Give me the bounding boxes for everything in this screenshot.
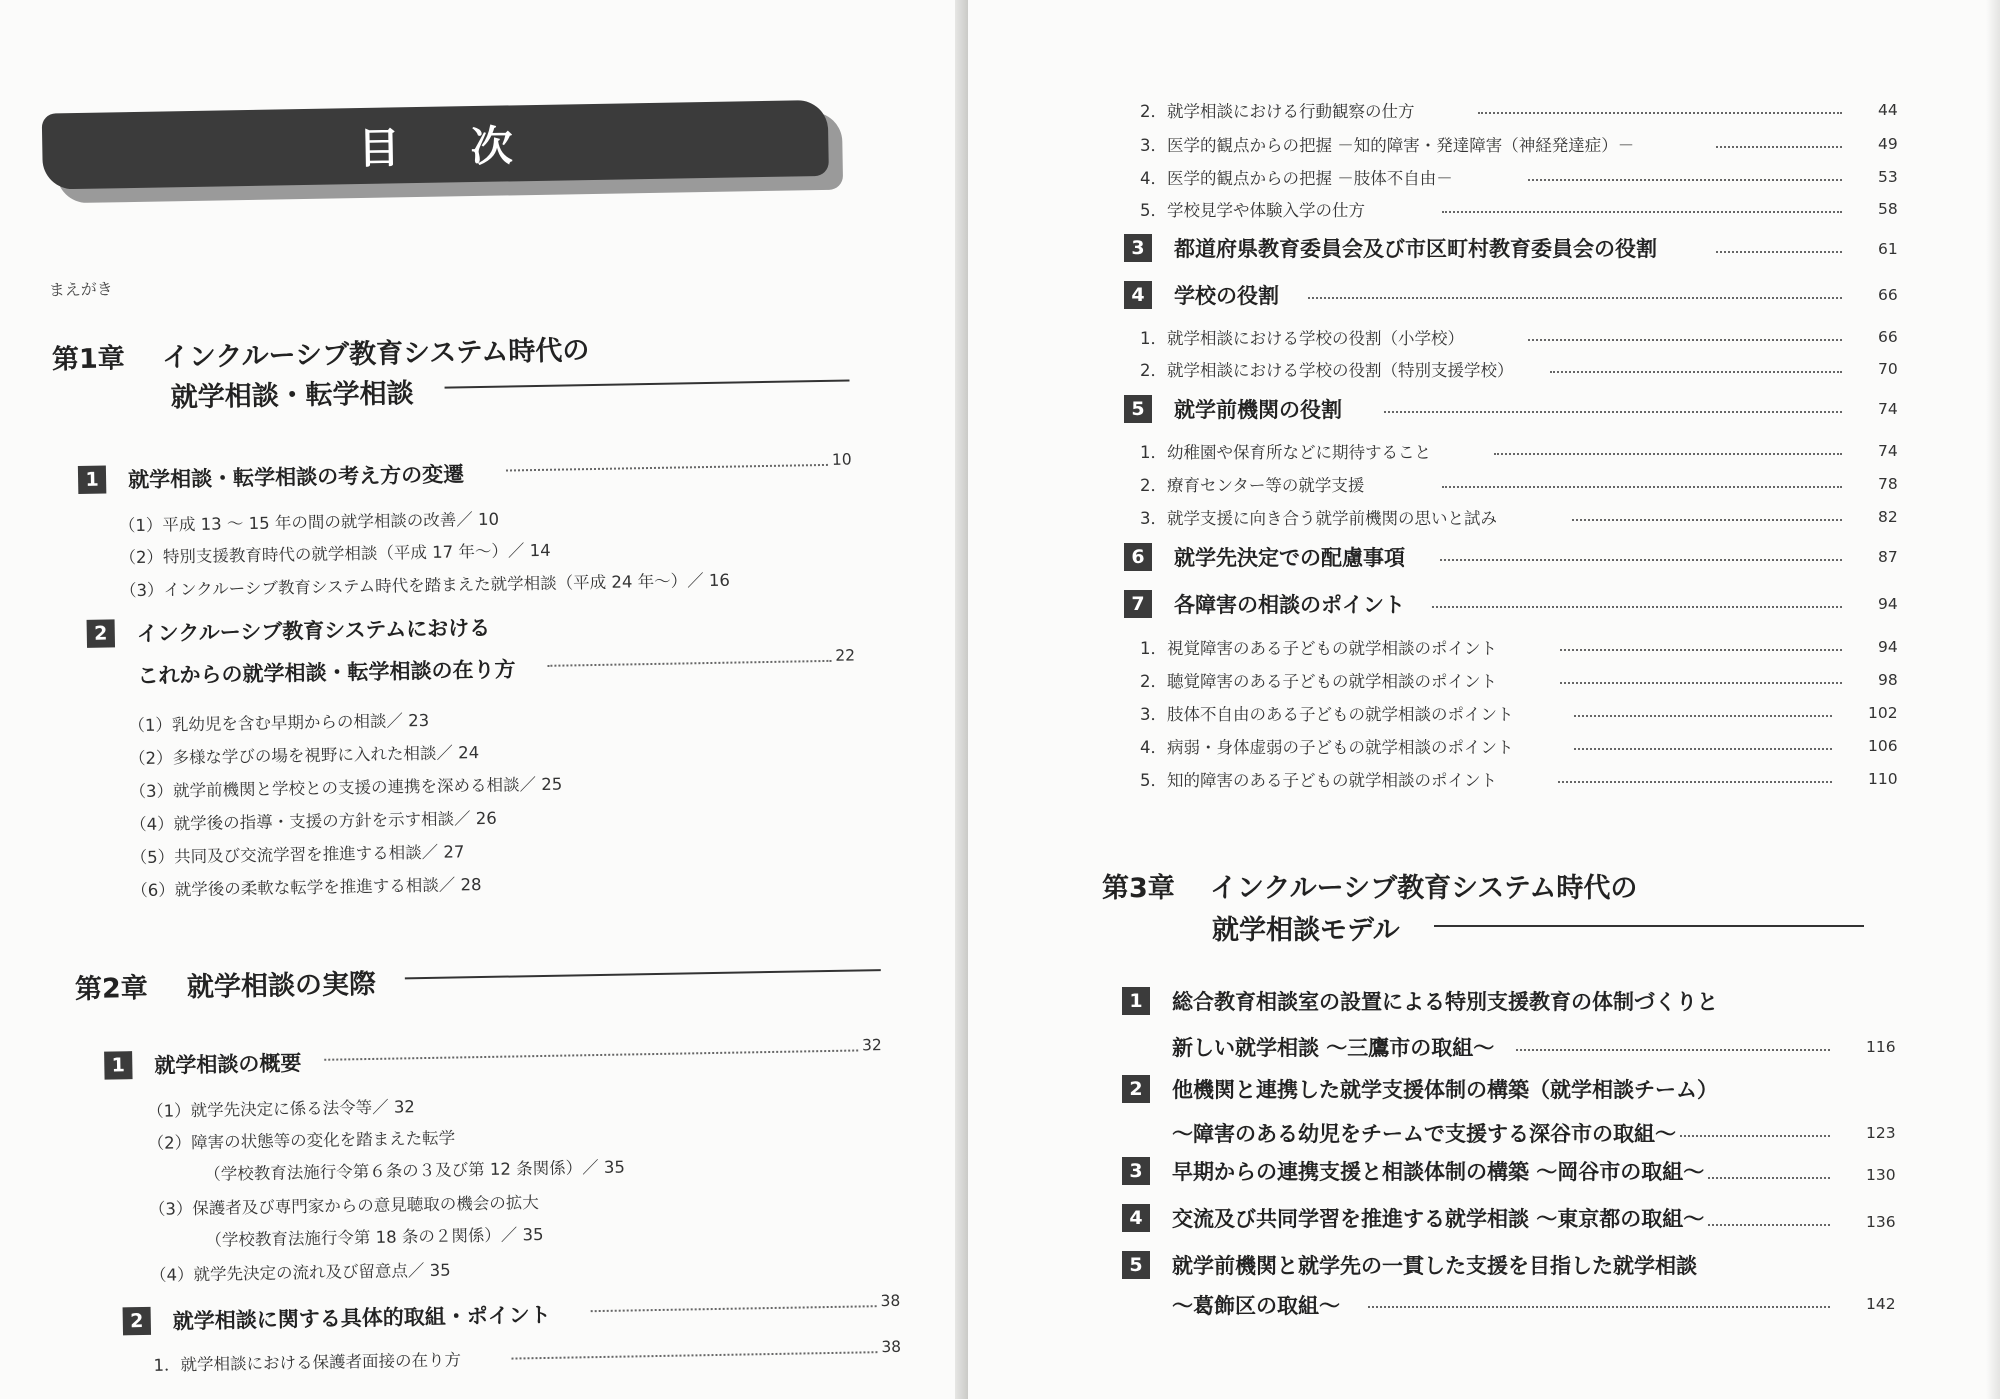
page-number: 58	[1878, 200, 1898, 218]
dot-leader	[1560, 649, 1842, 651]
page-number: 94	[1878, 595, 1898, 613]
section-number-badge: 3	[1124, 234, 1152, 262]
dot-leader	[1708, 1224, 1830, 1226]
toc-subitem: （2）多様な学びの場を視野に入れた相談／ 24	[128, 743, 480, 769]
dot-leader	[1440, 559, 1842, 561]
chapter2-rule	[405, 969, 881, 979]
page-number: 44	[1878, 101, 1898, 119]
toc-subitem: （4）就学先決定の流れ及び留意点／ 35	[149, 1260, 451, 1285]
ch2-section-7	[1124, 589, 1405, 619]
section-title: 都道府県教育委員会及び市区町村教育委員会の役割	[1174, 237, 1657, 261]
ch2-section-3	[1124, 233, 1657, 263]
ch3-section-1	[1122, 986, 1718, 1016]
section-title: 就学相談の概要	[154, 1051, 302, 1078]
dot-leader	[1708, 1177, 1830, 1179]
ch2-section-1	[104, 1047, 301, 1080]
toc-subitem: 4．医学的観点からの把握 －肢体不自由－	[1140, 169, 1453, 188]
chapter1-rule	[445, 380, 850, 389]
ch3-section-5	[1122, 1250, 1697, 1280]
dot-leader	[1716, 146, 1842, 148]
dot-leader	[1680, 1135, 1830, 1137]
dot-leader	[1442, 486, 1842, 488]
ch1-section-2	[87, 612, 491, 649]
section-title: 各障害の相談のポイント	[1174, 593, 1405, 617]
page-number: 110	[1868, 770, 1898, 788]
dot-leader	[1442, 211, 1842, 213]
dot-leader	[1384, 411, 1842, 413]
page-number: 49	[1878, 135, 1898, 153]
ch2-section-2	[123, 1299, 551, 1336]
toc-subitem: （3）就学前機関と学校との支援の連携を深める相談／ 25	[129, 774, 563, 802]
section-number-badge: 7	[1124, 590, 1152, 618]
toc-subitem: 4．病弱・身体虚弱の子どもの就学相談のポイント	[1140, 738, 1514, 757]
page-number: 78	[1878, 475, 1898, 493]
toc-subitem: 1．幼稚園や保育所などに期待すること	[1140, 443, 1431, 462]
toc-subitem: 2．聴覚障害のある子どもの就学相談のポイント	[1140, 672, 1497, 691]
toc-subitem: （1）就学先決定に係る法令等／ 32	[146, 1097, 416, 1121]
page-number: 66	[1878, 286, 1898, 304]
toc-subitem: （3）保護者及び専門家からの意見聴取の機会の拡大	[148, 1193, 539, 1219]
toc-subitem: 2．療育センター等の就学支援	[1140, 476, 1365, 495]
page-number: 82	[1878, 508, 1898, 526]
right-page	[968, 0, 2000, 1399]
section-title-line1: 総合教育相談室の設置による特別支援教育の体制づくりと	[1172, 990, 1718, 1014]
left-page	[0, 0, 962, 1399]
dot-leader	[1516, 1049, 1830, 1051]
toc-subitem: 2．就学相談における学校の役割（特別支援学校）	[1140, 361, 1514, 380]
toc-subitem: 3．就学支援に向き合う就学前機関の思いと試み	[1140, 509, 1497, 528]
page-number: 102	[1868, 704, 1898, 722]
page-number: 38	[880, 1291, 901, 1311]
ch2-section-4	[1124, 280, 1279, 310]
dot-leader	[1432, 606, 1842, 608]
ch1-section-1	[78, 458, 464, 495]
page-number: 94	[1878, 638, 1898, 656]
toc-subitem: 5．知的障害のある子どもの就学相談のポイント	[1140, 771, 1497, 790]
section-title: 就学相談・転学相談の考え方の変遷	[127, 462, 465, 493]
dot-leader	[591, 1305, 877, 1312]
page-number: 22	[835, 646, 856, 665]
left-page-content	[0, 0, 962, 1399]
section-title: 就学前機関の役割	[1174, 398, 1342, 422]
section-title-line1: インクルーシブ教育システムにおける	[136, 615, 491, 646]
section-number-badge: 3	[1122, 1157, 1150, 1185]
page-number: 130	[1866, 1166, 1896, 1184]
chapter3-rule	[1434, 925, 1864, 927]
page-number: 32	[861, 1036, 882, 1055]
title-banner-fill	[42, 100, 829, 190]
page-number: 74	[1878, 442, 1898, 460]
dot-leader	[1308, 297, 1842, 299]
section-title: 早期からの連携支援と相談体制の構築 ～岡谷市の取組～	[1172, 1160, 1705, 1184]
toc-subitem: 2．就学相談における行動観察の仕方	[1140, 102, 1415, 121]
chapter2-number: 第2章	[74, 972, 149, 1006]
toc-subitem: 1．視覚障害のある子どもの就学相談のポイント	[1140, 639, 1497, 658]
section-title: 就学先決定での配慮事項	[1174, 546, 1405, 570]
page-number: 87	[1878, 548, 1898, 566]
chapter3-title-line2: 就学相談モデル	[1212, 915, 1400, 946]
toc-subitem: （2）障害の状態等の変化を踏まえた転学	[147, 1128, 456, 1153]
toc-subitem: （学校教育法施行令第６条の３及び第 12 条関係）／ 35	[204, 1157, 626, 1184]
chapter1-title-line2: 就学相談・転学相談	[170, 378, 414, 414]
page-number: 116	[1866, 1038, 1896, 1056]
dot-leader	[1528, 179, 1842, 181]
section-number-badge: 1	[1122, 987, 1150, 1015]
section-number-badge: 5	[1124, 395, 1152, 423]
dot-leader	[1574, 715, 1832, 717]
dot-leader	[506, 464, 828, 472]
toc-subitem: 1．就学相談における保護者面接の在り方	[153, 1350, 462, 1375]
toc-subitem: 5．学校見学や体験入学の仕方	[1140, 201, 1365, 220]
ch3-section-3	[1122, 1156, 1704, 1186]
dot-leader	[1478, 112, 1842, 114]
toc-title-banner	[42, 100, 829, 202]
right-page-content	[968, 0, 2000, 1399]
page-number: 53	[1878, 168, 1898, 186]
toc-subitem: （6）就学後の柔軟な転学を推進する相談／ 28	[131, 875, 482, 901]
dot-leader	[1558, 781, 1832, 783]
section-number-badge: 2	[87, 619, 115, 647]
toc-subitem: （4）就学後の指導・支援の方針を示す相談／ 26	[129, 808, 497, 835]
section-number-badge: 5	[1122, 1251, 1150, 1279]
toc-subitem: 3．医学的観点からの把握 －知的障害・発達障害（神経発達症）－	[1140, 136, 1635, 155]
section-number-badge: 2	[1122, 1075, 1150, 1103]
toc-subitem: （学校教育法施行令第 18 条の２関係）／ 35	[205, 1224, 544, 1250]
toc-subitem: （2）特別支援教育時代の就学相談（平成 17 年～）／ 14	[119, 540, 551, 568]
chapter3-title-line1: インクルーシブ教育システム時代の	[1210, 873, 1638, 904]
chapter2-title: 就学相談の実際	[186, 968, 377, 1004]
page-number: 70	[1878, 360, 1898, 378]
dot-leader	[1494, 453, 1842, 455]
toc-subitem: （3）インクルーシブ教育システム時代を踏まえた就学相談（平成 24 年～）／ 16	[119, 570, 731, 601]
section-title-line1: 他機関と連携した就学支援体制の構築（就学相談チーム）	[1172, 1078, 1718, 1102]
section-number-badge: 6	[1124, 543, 1152, 571]
toc-subitem: （1）乳幼児を含む早期からの相談／ 23	[128, 710, 430, 736]
section-number-badge: 4	[1122, 1204, 1150, 1232]
page-number: 38	[881, 1337, 902, 1357]
chapter1-title-line1: インクルーシブ教育システム時代の	[161, 335, 590, 374]
page-number: 98	[1878, 671, 1898, 689]
preface-entry: まえがき	[48, 279, 113, 300]
ch3-section-4	[1122, 1203, 1704, 1233]
ch2-section-5	[1124, 394, 1342, 424]
section-title: 就学相談に関する具体的取組・ポイント	[172, 1302, 551, 1334]
section-title-line2: 新しい就学相談 ～三鷹市の取組～	[1172, 1036, 1495, 1060]
page-number: 74	[1878, 400, 1898, 418]
section-title: 交流及び共同学習を推進する就学相談 ～東京都の取組～	[1172, 1207, 1705, 1231]
ch3-section-2	[1122, 1074, 1718, 1104]
dot-leader	[1528, 339, 1842, 341]
section-title-line2: これからの就学相談・転学相談の在り方	[137, 657, 516, 688]
dot-leader	[1574, 748, 1832, 750]
dot-leader	[324, 1049, 858, 1060]
section-title-line2: ～障害のある幼児をチームで支援する深谷市の取組～	[1172, 1122, 1676, 1146]
section-number-badge: 1	[104, 1051, 132, 1079]
toc-title: 目 次	[357, 120, 542, 174]
page-number: 61	[1878, 240, 1898, 258]
page-number: 106	[1868, 737, 1898, 755]
chapter3-number: 第3章	[1102, 873, 1175, 904]
section-number-badge: 4	[1124, 281, 1152, 309]
toc-subitem: 3．肢体不自由のある子どもの就学相談のポイント	[1140, 705, 1514, 724]
toc-subitem: （5）共同及び交流学習を推進する相談／ 27	[130, 842, 465, 868]
page-number: 142	[1866, 1295, 1896, 1313]
ch2-section-6	[1124, 542, 1405, 572]
toc-subitem: 1．就学相談における学校の役割（小学校）	[1140, 329, 1464, 348]
dot-leader	[1368, 1306, 1830, 1308]
chapter1-number: 第1章	[51, 343, 126, 376]
page-number: 66	[1878, 328, 1898, 346]
dot-leader	[547, 660, 831, 667]
section-title-line2: ～葛飾区の取組～	[1172, 1294, 1340, 1318]
page-number: 123	[1866, 1124, 1896, 1142]
dot-leader	[1572, 519, 1842, 521]
section-title: 学校の役割	[1174, 284, 1279, 308]
dot-leader	[1560, 682, 1842, 684]
dot-leader	[511, 1351, 877, 1359]
section-number-badge: 1	[78, 466, 106, 494]
dot-leader	[1716, 251, 1842, 253]
section-title-line1: 就学前機関と就学先の一貫した支援を目指した就学相談	[1172, 1254, 1697, 1278]
section-number-badge: 2	[123, 1307, 151, 1335]
dot-leader	[1550, 371, 1842, 373]
page-number: 136	[1866, 1213, 1896, 1231]
page-number: 10	[831, 450, 852, 469]
toc-subitem: （1）平成 13 ～ 15 年の間の就学相談の改善／ 10	[118, 509, 500, 536]
